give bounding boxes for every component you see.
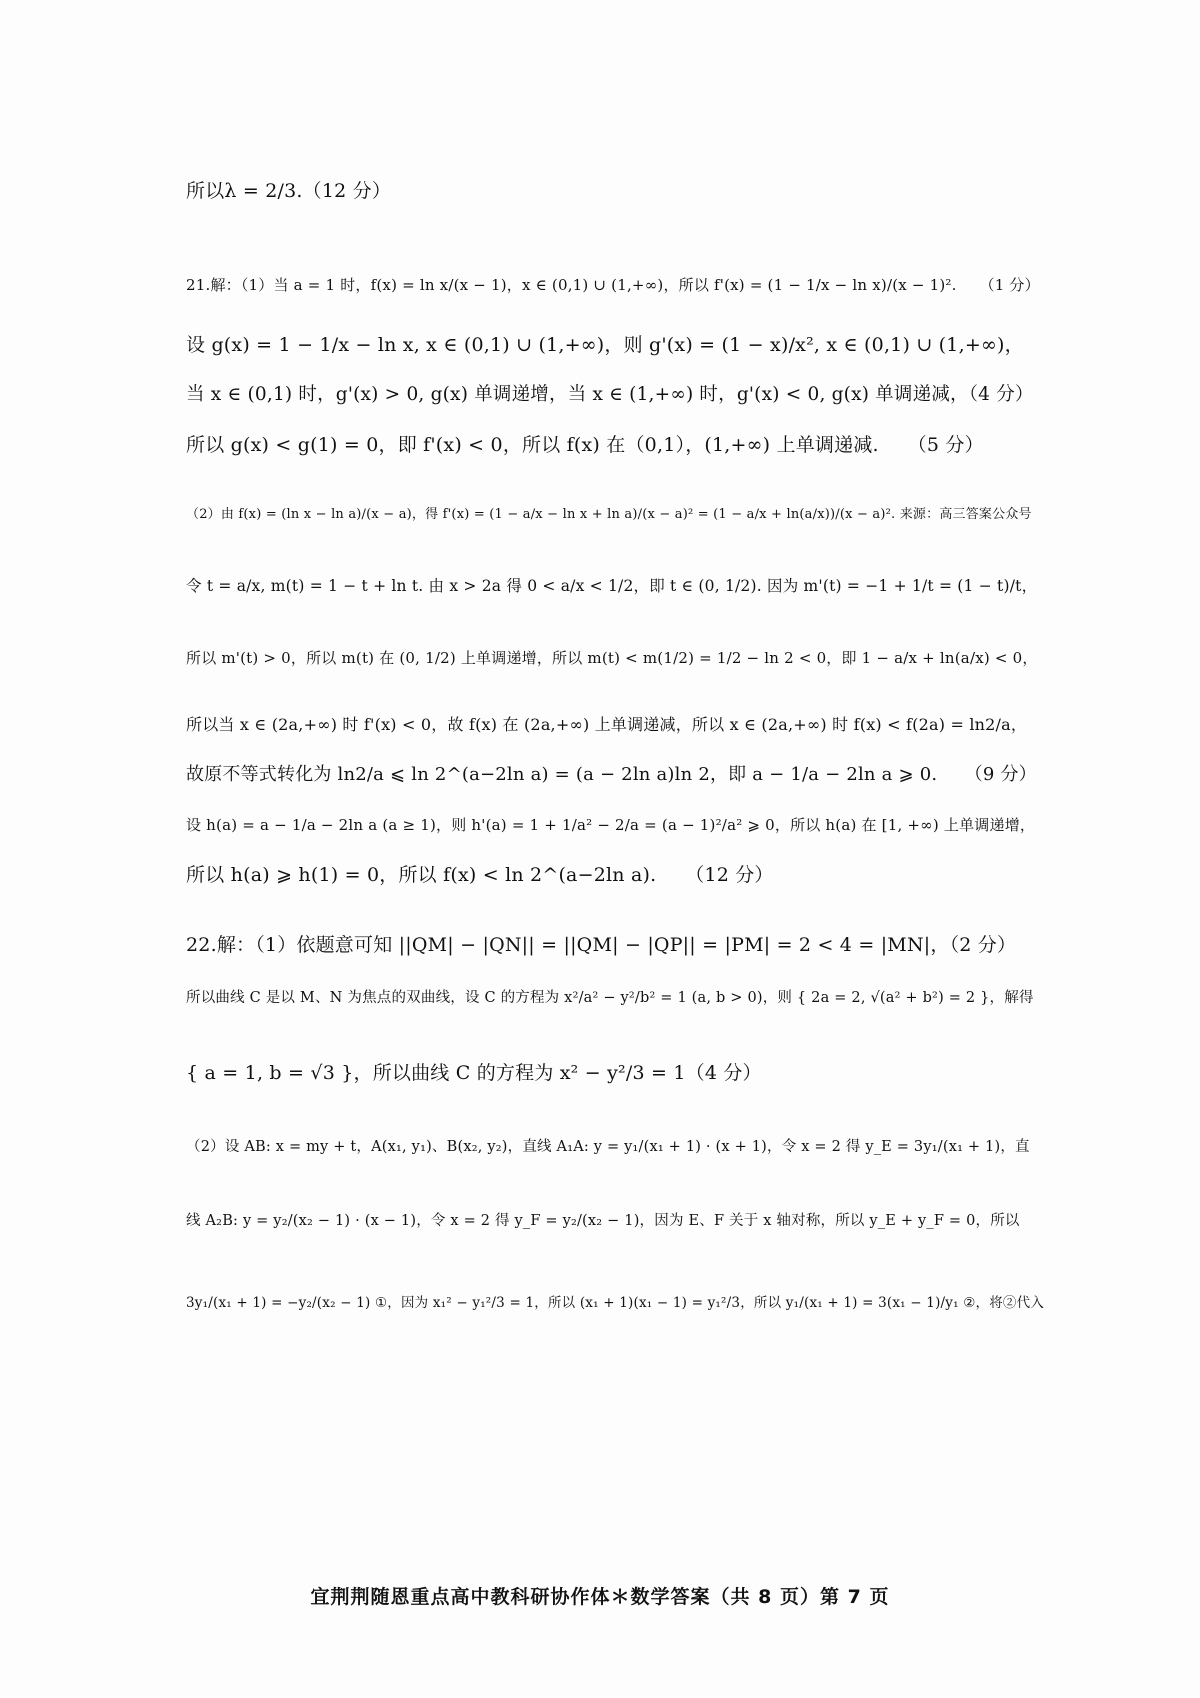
page-footer: 宜荆荆随恩重点高中教科研协作体＊数学答案（共 8 页）第 7 页 [310, 1586, 890, 1608]
text-line: 当 x ∈ (0,1) 时，g'(x) > 0, g(x) 单调递增，当 x ∈ (1,+∞) 时，g'(x) < 0, g(x) 单调递减，（4 分） [186, 384, 1034, 405]
text-line: 设 g(x) = 1 − 1/x − ln x, x ∈ (0,1) ∪ (1,+∞)，则 g'(x) = (1 − x)/x², x ∈ (0,1) ∪ (1,+∞)， [186, 334, 1024, 356]
text-line: 21.解：（1）当 a = 1 时，f(x) = ln x/(x − 1)，x ∈ (0,1) ∪ (1,+∞)，所以 f'(x) = (1 − 1/x − ln x)/(x − 1)². （1 分） [186, 276, 1040, 294]
text-line: 所以 g(x) < g(1) = 0，即 f'(x) < 0，所以 f(x) 在（0,1），(1,+∞) 上单调递减. （5 分） [186, 434, 984, 456]
text-line: { a = 1, b = √3 }，所以曲线 C 的方程为 x² − y²/3 = 1（4 分） [186, 1062, 762, 1084]
text-line: 所以 h(a) ⩾ h(1) = 0，所以 f(x) < ln 2^(a−2ln a). （12 分） [186, 864, 774, 886]
text-line: 线 A₂B: y = y₂/(x₂ − 1) · (x − 1)，令 x = 2 得 y_F = y₂/(x₂ − 1)，因为 E、F 关于 x 轴对称，所以 y_E + y_F = 0，所以 [186, 1213, 1020, 1229]
text-line: 所以当 x ∈ (2a,+∞) 时 f'(x) < 0，故 f(x) 在 (2a,+∞) 上单调递减，所以 x ∈ (2a,+∞) 时 f(x) < f(2a) = ln2/a， [186, 715, 1028, 734]
text-line: （2）由 f(x) = (ln x − ln a)/(x − a)，得 f'(x) = (1 − a/x − ln x + ln a)/(x − a)² = (1 − a/x + ln(a/x))/(x − a)². 来源：高三答案公众号 [186, 507, 1032, 522]
text-line: 设 h(a) = a − 1/a − 2ln a (a ≥ 1)，则 h'(a) = 1 + 1/a² − 2/a = (a − 1)²/a² ⩾ 0，所以 h(a) 在 [1, +∞) 上单调递增， [186, 816, 1036, 834]
text-line: 所以 m'(t) > 0，所以 m(t) 在 (0, 1/2) 上单调递增，所以 m(t) < m(1/2) = 1/2 − ln 2 < 0，即 1 − a/x + ln(a/x) < 0， [186, 649, 1038, 667]
text-line: 所以λ = 2/3.（12 分） [186, 180, 392, 202]
text-line: 故原不等式转化为 ln2/a ⩽ ln 2^(a−2ln a) = (a − 2ln a)ln 2，即 a − 1/a − 2ln a ⩾ 0. （9 分） [186, 764, 1037, 785]
text-line: 令 t = a/x, m(t) = 1 − t + ln t. 由 x > 2a 得 0 < a/x < 1/2，即 t ∈ (0, 1/2). 因为 m'(t) = −1 + 1/t = (1 − t)/t， [186, 577, 1038, 595]
text-line: 3y₁/(x₁ + 1) = −y₂/(x₂ − 1) ①，因为 x₁² − y₁²/3 = 1，所以 (x₁ + 1)(x₁ − 1) = y₁²/3，所以 y₁/(x₁ + 1) = 3(x₁ − 1)/y₁ ②，将②代入 [186, 1295, 1045, 1311]
text-line: 所以曲线 C 是以 M、N 为焦点的双曲线，设 C 的方程为 x²/a² − y²/b² = 1 (a, b > 0)，则 { 2a = 2, √(a² + b²) = 2 }，解得 [186, 990, 1034, 1006]
text-line: （2）设 AB: x = my + t，A(x₁, y₁)、B(x₂, y₂)，直线 A₁A: y = y₁/(x₁ + 1) · (x + 1)，令 x = 2 得 y_E = 3y₁/(x₁ + 1)，直 [186, 1139, 1030, 1155]
text-line: 22.解：（1）依题意可知 ||QM| − |QN|| = ||QM| − |QP|| = |PM| = 2 < 4 = |MN|，（2 分） [186, 934, 1017, 956]
